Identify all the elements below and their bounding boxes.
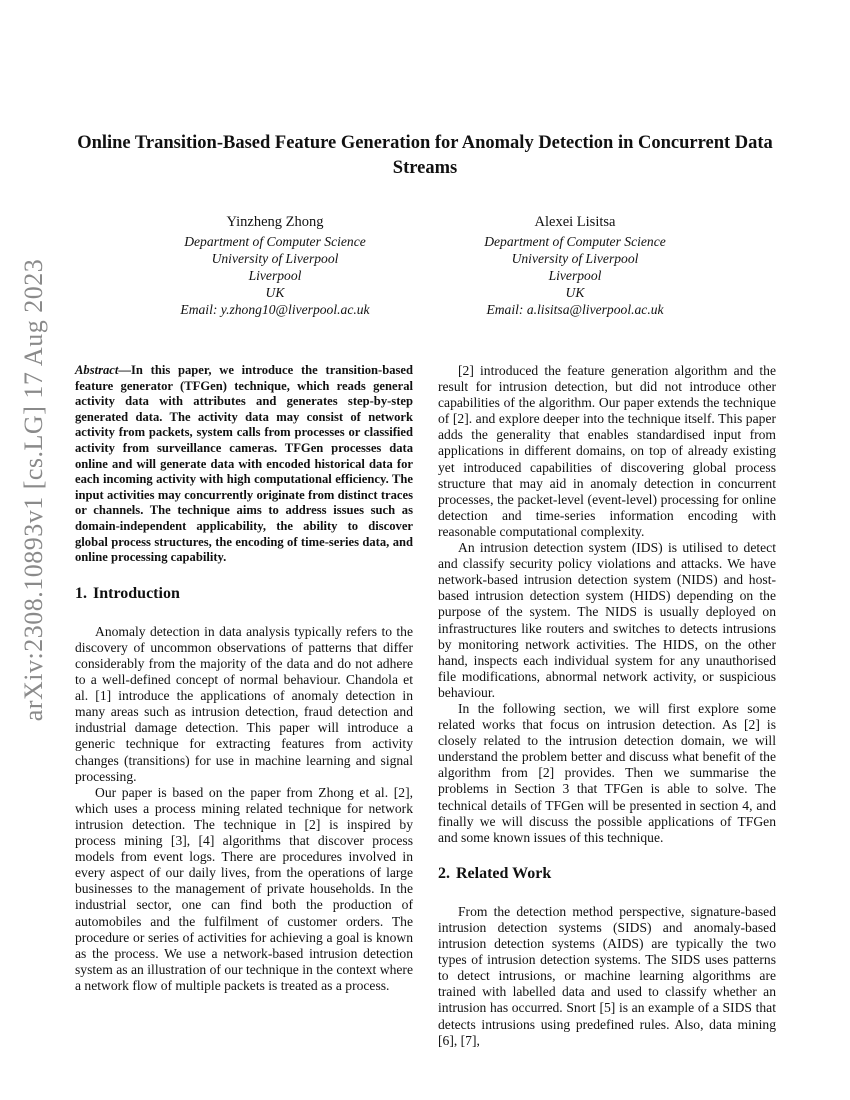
author-email: Email: a.lisitsa@liverpool.ac.uk bbox=[486, 302, 664, 317]
author-name: Alexei Lisitsa bbox=[534, 214, 616, 230]
left-column bbox=[75, 363, 413, 994]
abstract-text: —In this paper, we introduce the transition-based feature generator (TFGen) technique, which reads general activity data with attributes and generates step-by-step generated data. The activity data may consist of network activity from packets, system calls from processes or classified activity from surveillance cameras. TFGen processes data online and will generate data with encoded historical data for each incoming activity with high computational efficiency. The input activities may concurrently originate from distinct traces or channels. The technique aims to address issues such as domain-independent applicability, the ability to discover global process structures, the encoding of time-series data, and online processing capability. bbox=[75, 363, 413, 565]
paper-title: Online Transition-Based Feature Generation for Anomaly Detection in Concurrent Data Streams bbox=[77, 133, 773, 178]
arxiv-stamp bbox=[14, 258, 54, 722]
author-block bbox=[115, 214, 435, 318]
section-heading-introduction bbox=[75, 586, 413, 602]
section-number: 1. bbox=[75, 584, 87, 602]
author-city: Liverpool bbox=[548, 268, 602, 283]
author-block bbox=[415, 214, 735, 318]
author-university: University of Liverpool bbox=[511, 251, 639, 266]
section-number: 2. bbox=[438, 864, 450, 882]
section-heading-related-work bbox=[438, 866, 776, 882]
right-column bbox=[438, 363, 776, 1049]
author-email: Email: y.zhong10@liverpool.ac.uk bbox=[180, 302, 370, 317]
author-university: University of Liverpool bbox=[211, 251, 339, 266]
author-country: UK bbox=[565, 285, 585, 300]
author-name: Yinzheng Zhong bbox=[226, 214, 324, 230]
paragraph: From the detection method perspective, signature-based intrusion detection systems (SIDS) and anomaly-based intrusion detection systems (AIDS) are typically the two types of intrusion detection systems. The SIDS uses patterns to detect intrusions, or machine learning algorithms are trained with labelled data and used to classify whether an intrusion has occurred. Snort [5] is an example of a SIDS that detects intrusions using predefined rules. Also, data mining [6], [7], bbox=[438, 903, 776, 1048]
section-title: Introduction bbox=[93, 584, 180, 602]
section-title: Related Work bbox=[456, 864, 552, 882]
author-country: UK bbox=[265, 285, 285, 300]
paragraph: An intrusion detection system (IDS) is utilised to detect and classify security policy violations and attacks. We have network-based intrusion detection system (NIDS) and host-based intrusion detection system (HIDS) depending on the purpose of the system. The NIDS is usually deployed on infrastructures like routers and switches to detects intrusions by monitoring network activities. The HIDS, on the other hand, inspects each individual system for any unauthorised file modifications, abnormal network activity, or suspicious behaviour. bbox=[438, 540, 776, 700]
author-department: Department of Computer Science bbox=[184, 234, 366, 249]
author-city: Liverpool bbox=[248, 268, 302, 283]
author-department: Department of Computer Science bbox=[484, 234, 666, 249]
abstract bbox=[75, 363, 413, 566]
paragraph: In the following section, we will first explore some related works that focus on intrusion detection. As [2] is closely related to the intrusion detection domain, we will understand the problem better and discuss what benefit of the algorithm from [2] provides. Then we summarise the problems in Section 3 that TFGen is able to solve. The technical details of TFGen will be presented in section 4, and finally we will discuss the possible applications of TFGen and some known issues of this technique. bbox=[438, 700, 776, 845]
paragraph: [2] introduced the feature generation algorithm and the result for intrusion detection, but did not introduce other capabilities of the algorithm. Our paper extends the technique of [2]. and explore deeper into the technique itself. This paper adds the generality that enables standardised input from applications in different domains, on top of already existing yet introduced capabilities of discovering global process structure that may aid in anomaly detection in concurrent processes, the packet-level (event-level) processing for online detection and time-series information encoding with reasonable computational complexity. bbox=[438, 363, 776, 539]
paragraph: Our paper is based on the paper from Zhong et al. [2], which uses a process mining related technique for network intrusion detection. The technique in [2] is inspired by process mining [3], [4] algorithms that discover process models from event logs. There are procedures involved in every aspect of our daily lives, from the operations of large businesses to the management of private households. In the industrial sector, one can find both the production of automobiles and the fulfilment of customer orders. The procedure or series of activities for achieving a goal is known as the process. We use a network-based intrusion detection system as an illustration of our technique in the context where a network flow of multiple packets is treated as a process. bbox=[75, 784, 413, 993]
paragraph: Anomaly detection in data analysis typically refers to the discovery of uncommon observations of patterns that differ considerably from the majority of the data and do not adhere to a well-defined concept of normal behaviour. Chandola et al. [1] introduce the applications of anomaly detection in many areas such as intrusion detection, fraud detection and industrial damage detection. This paper will introduce a generic technique for extracting features from activity changes (transitions) for use in machine learning and signal processing. bbox=[75, 623, 413, 784]
arxiv-identifier: arXiv:2308.10893v1 [cs.LG] 17 Aug 2023 bbox=[19, 258, 48, 722]
abstract-label: Abstract bbox=[75, 363, 119, 377]
